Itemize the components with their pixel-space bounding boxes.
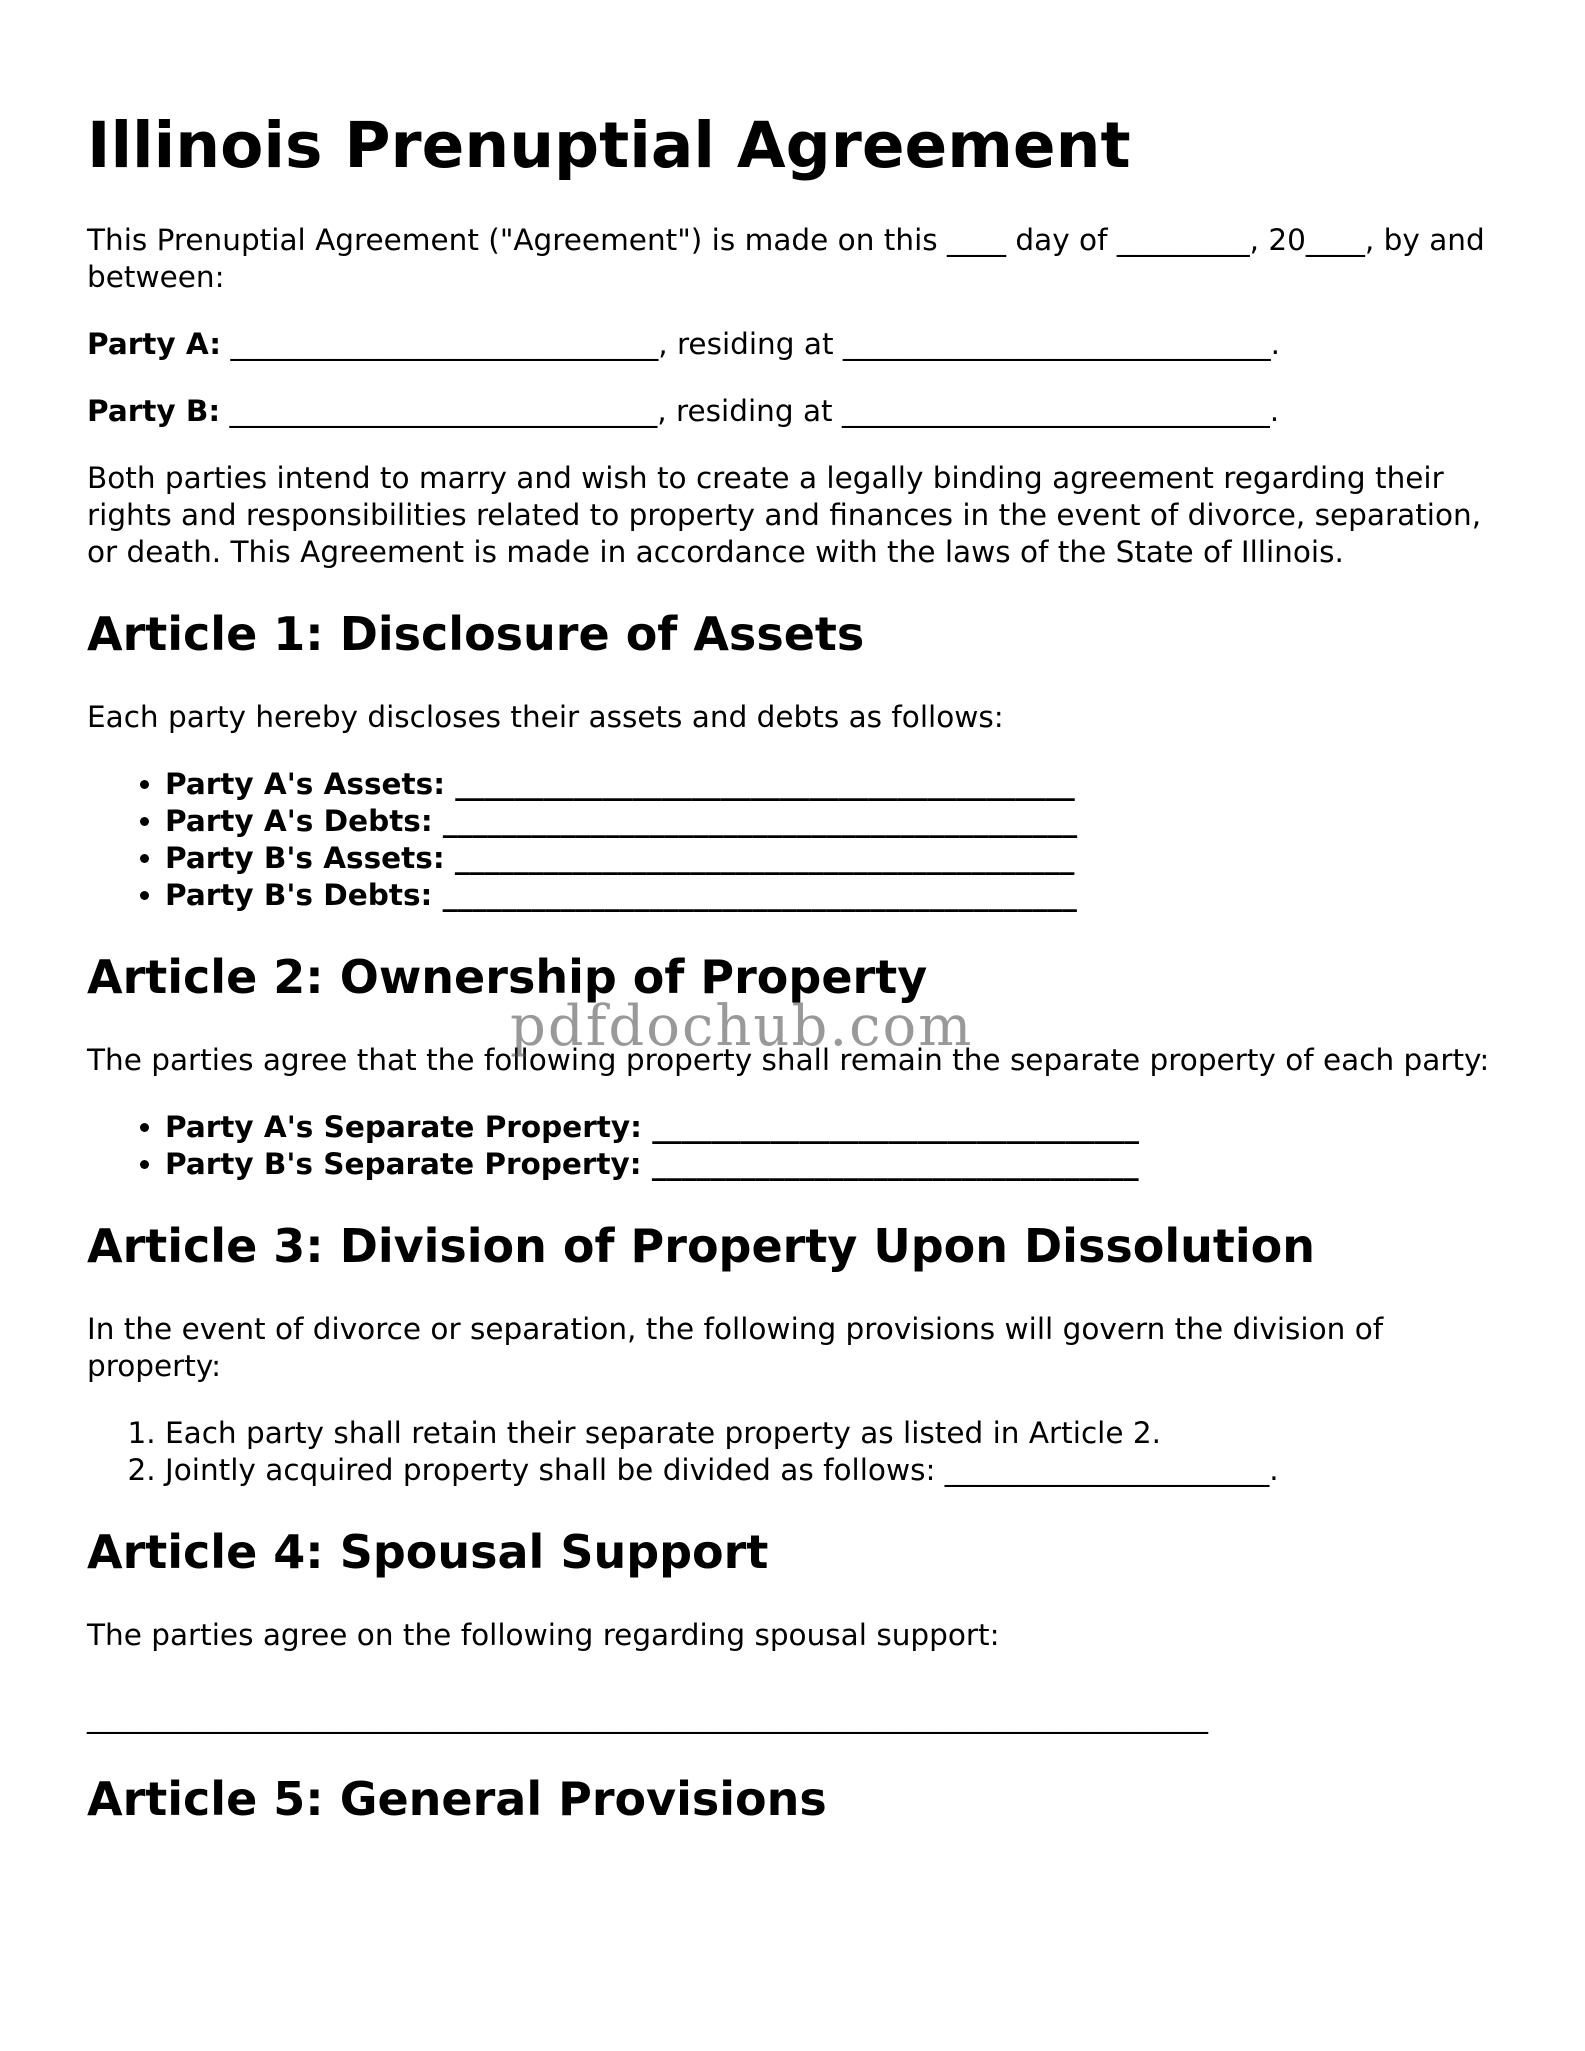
spousal-support-blank: ____________________________________________________________________________ — [87, 1700, 1208, 1735]
list-item: • Party A's Debts: ___________________________________________ — [165, 803, 1507, 840]
article-3-intro: In the event of divorce or separation, the following provisions will govern the division of property: — [87, 1312, 1384, 1384]
party-a-label: Party A: — [87, 326, 222, 361]
list-item: • Party B's Assets: __________________________________________ — [165, 840, 1507, 877]
article-4-intro: The parties agree on the following regarding spousal support: — [87, 1618, 1000, 1653]
document-title: Illinois Prenuptial Agreement — [87, 109, 1131, 182]
list-item: • Party A's Assets: __________________________________________ — [165, 766, 1507, 803]
article-1-heading: Article 1: Disclosure of Assets — [87, 606, 865, 661]
article-3-list — [87, 1415, 1507, 1489]
article-1-list — [87, 766, 1507, 914]
list-item: • Party A's Separate Property: _________________________________ — [165, 1109, 1507, 1146]
list-item: • Party B's Separate Property: _________________________________ — [165, 1146, 1507, 1183]
intro-paragraph: This Prenuptial Agreement ("Agreement") is made on this ____ day of _________, 20____, by and between: — [87, 222, 1485, 294]
party-a-line — [87, 326, 1507, 363]
party-b-label: Party B: — [87, 393, 221, 428]
article-2-intro: The parties agree that the following property shall remain the separate property of each party: — [87, 1042, 1490, 1077]
article-2-heading: Article 2: Ownership of Property — [87, 949, 928, 1004]
list-item: 2. Jointly acquired property shall be divided as follows: ______________________. — [165, 1452, 1507, 1489]
party-b-blanks: _____________________________, residing at _____________________________. — [220, 393, 1280, 428]
article-2-list — [87, 1109, 1507, 1183]
article-3-heading: Article 3: Division of Property Upon Dissolution — [87, 1218, 1315, 1273]
watermark-text: pdfdochub.com — [510, 994, 974, 1059]
purpose-paragraph: Both parties intend to marry and wish to create a legally binding agreement regarding their rights and responsibilities related to property and finances in the event of divorce, separation, or death. This Agreement is made in accordance with the laws of the State of Illinois. — [87, 460, 1482, 569]
list-item: • Party B's Debts: ___________________________________________ — [165, 877, 1507, 914]
party-b-line — [87, 393, 1507, 430]
document-page — [87, 0, 1507, 1828]
article-1-intro: Each party hereby discloses their assets and debts as follows: — [87, 699, 1004, 734]
article-4-heading: Article 4: Spousal Support — [87, 1525, 769, 1580]
article-5-heading: Article 5: General Provisions — [87, 1772, 827, 1827]
party-a-blanks: _____________________________, residing at _____________________________. — [221, 326, 1281, 361]
list-item: 1. Each party shall retain their separate property as listed in Article 2. — [165, 1415, 1507, 1452]
